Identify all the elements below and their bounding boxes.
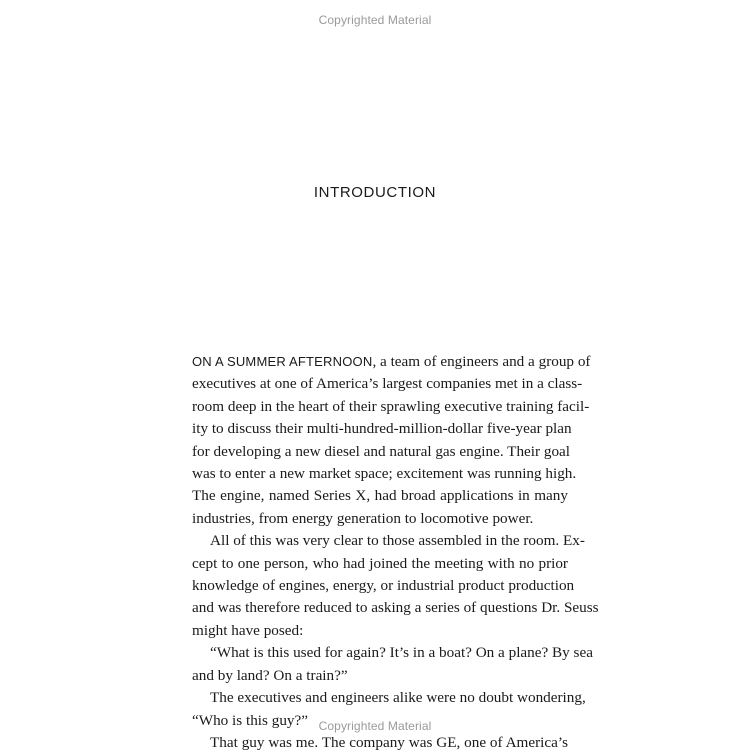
text-line-rest: , a team of engineers and a group of [372,353,591,370]
text-line: “Who is this guy?” [192,711,308,729]
copyright-watermark-bottom: Copyrighted Material [318,719,432,733]
text-line: was to enter a new market space; excitement was running high. [192,465,577,483]
lead-in-small-caps: ON A SUMMER AFTERNOON [192,354,373,369]
text-line: might have posed: [192,621,304,639]
body-text [192,351,599,754]
copyright-watermark-top: Copyrighted Material [318,13,432,27]
paragraph-3 [192,642,593,687]
text-line: industries, from energy generation to locomotive power. [192,509,534,527]
text-line: room deep in the heart of their sprawling executive training facil- [192,397,590,415]
paragraph-1 [192,351,591,530]
text-line: executives at one of America’s largest companies met in a class- [192,375,583,393]
paragraph-5 [192,732,568,754]
text-line: cept to one person, who had joined the meeting with no prior [192,554,568,572]
text-line: The engine, named Series X, had broad applications in many [192,487,568,505]
text-line [192,351,591,373]
text-line: and by land? On a train?” [192,666,348,684]
text-line: “What is this used for again? It’s in a boat? On a plane? By sea [210,644,593,662]
text-line: and was therefore reduced to asking a series of questions Dr. Seuss [192,599,599,617]
text-line: knowledge of engines, energy, or industrial product production [192,577,575,595]
text-line: That guy was me. The company was GE, one of America’s [210,733,568,751]
text-line: ity to discuss their multi-hundred-million-dollar five-year plan [192,420,572,438]
paragraph-2 [192,530,599,642]
text-line: The executives and engineers alike were no doubt wondering, [210,689,586,707]
chapter-title: INTRODUCTION [313,184,437,201]
text-line: for developing a new diesel and natural gas engine. Their goal [192,442,571,460]
text-line: All of this was very clear to those assembled in the room. Ex- [210,532,585,550]
